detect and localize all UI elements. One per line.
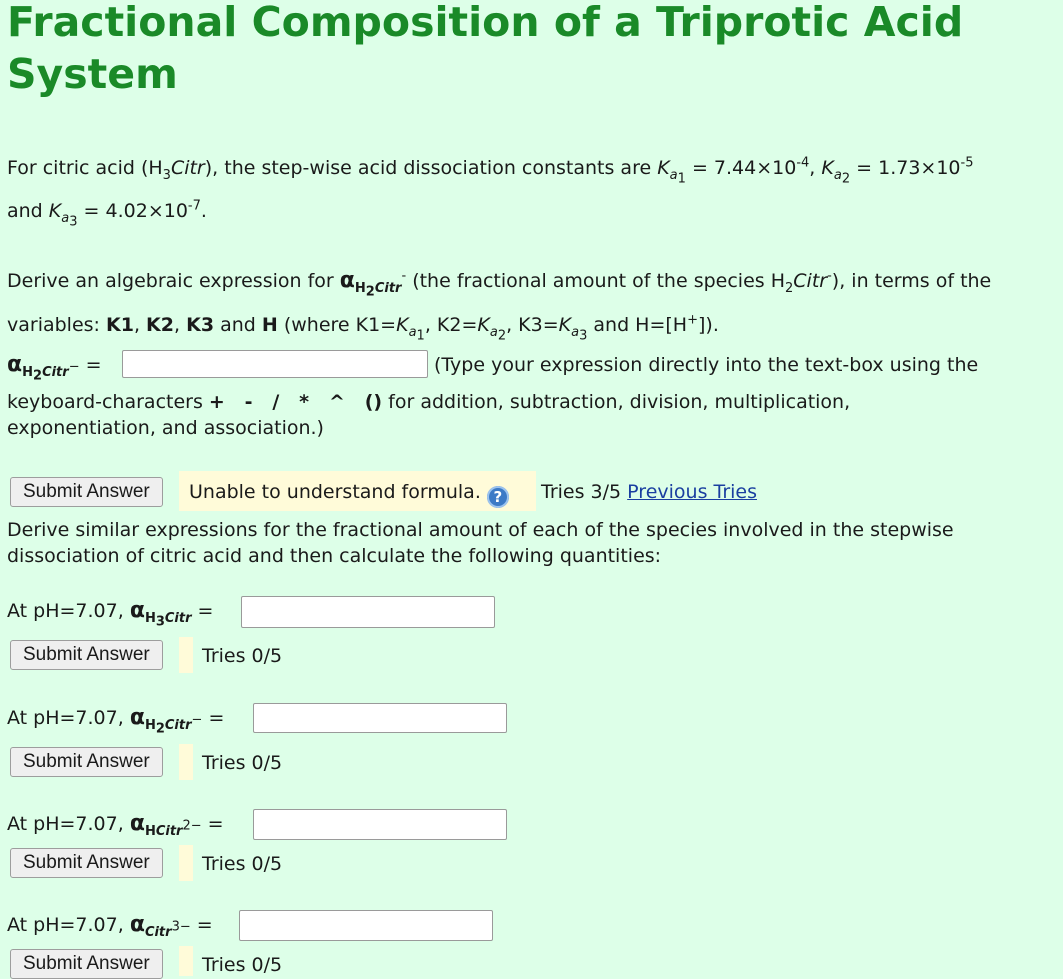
derive-line-1: Derive an algebraic expression for $\alpha_{H_2Citr}^-$ (the fractional amount of the species $H_2Citr^-$), in terms of the bbox=[7, 268, 992, 300]
intro-line-1: For citric acid $(H_3Citr)$, the step-wise acid dissociation constants are $K_{a_1} = 7.44\times 10^{-4}$, $K_{a_2} = 1.73\times 10^{-5}$ bbox=[7, 155, 974, 187]
submit-answer-button[interactable]: Submit Answer bbox=[10, 848, 163, 878]
expression-hint-1: (Type your expression directly into the text-box using the bbox=[434, 354, 979, 376]
question-label: At pH=7.07, $\alpha_{H_2Citr^-}$ = bbox=[7, 705, 225, 737]
similar-line-2: dissociation of citric acid and then calculate the following quantities: bbox=[7, 545, 662, 567]
expression-tries: Tries 3/5 Previous Tries bbox=[541, 481, 757, 503]
question-label: At pH=7.07, $\alpha_{Citr^{3-}}$ = bbox=[7, 912, 213, 940]
similar-line-1: Derive similar expressions for the fractional amount of each of the species involved in the stepwise bbox=[7, 519, 954, 541]
answer-input[interactable] bbox=[253, 703, 507, 733]
expression-hint-3: exponentiation, and association.) bbox=[7, 417, 324, 439]
help-icon[interactable]: ? bbox=[487, 486, 509, 508]
submit-expression-button[interactable]: Submit Answer bbox=[10, 477, 163, 507]
answer-input[interactable] bbox=[241, 596, 495, 628]
answer-input[interactable] bbox=[239, 910, 493, 941]
submit-answer-button[interactable]: Submit Answer bbox=[10, 640, 163, 670]
submit-answer-button[interactable]: Submit Answer bbox=[10, 949, 163, 979]
expression-input[interactable] bbox=[122, 350, 428, 378]
expression-label: $\alpha_{H_2Citr^-}$ = bbox=[7, 352, 102, 384]
tries-count: Tries 0/5 bbox=[202, 954, 283, 976]
question-label: At pH=7.07, $\alpha_{HCitr^{2-}}$ = bbox=[7, 811, 224, 839]
tries-count: Tries 0/5 bbox=[202, 853, 283, 875]
intro-line-2: and $K_{a_3} = 4.02\times 10^{-7}$. bbox=[7, 198, 207, 230]
answer-input[interactable] bbox=[253, 809, 507, 840]
submit-answer-button[interactable]: Submit Answer bbox=[10, 747, 163, 777]
tries-count: Tries 0/5 bbox=[202, 752, 283, 774]
tries-box bbox=[179, 637, 193, 673]
tries-count: Tries 0/5 bbox=[202, 645, 283, 667]
page-title: Fractional Composition of a Triprotic Acid System bbox=[7, 0, 964, 98]
previous-tries-link[interactable]: Previous Tries bbox=[627, 481, 757, 503]
derive-line-2: variables: K1, K2, K3 and H (where $K1=K_{a_1}$, $K2=K_{a_2}$, $K3=K_{a_3}$ and H=[H+]). bbox=[7, 312, 719, 344]
expression-hint-2: keyboard-characters + - / * ^ () for addition, subtraction, division, multiplication, bbox=[7, 391, 851, 413]
tries-box bbox=[179, 946, 193, 976]
question-label: At pH=7.07, $\alpha_{H_3Citr}$ = bbox=[7, 598, 214, 630]
tries-box bbox=[179, 845, 193, 881]
tries-box bbox=[179, 744, 193, 780]
feedback-message: Unable to understand formula. ? bbox=[189, 479, 509, 508]
